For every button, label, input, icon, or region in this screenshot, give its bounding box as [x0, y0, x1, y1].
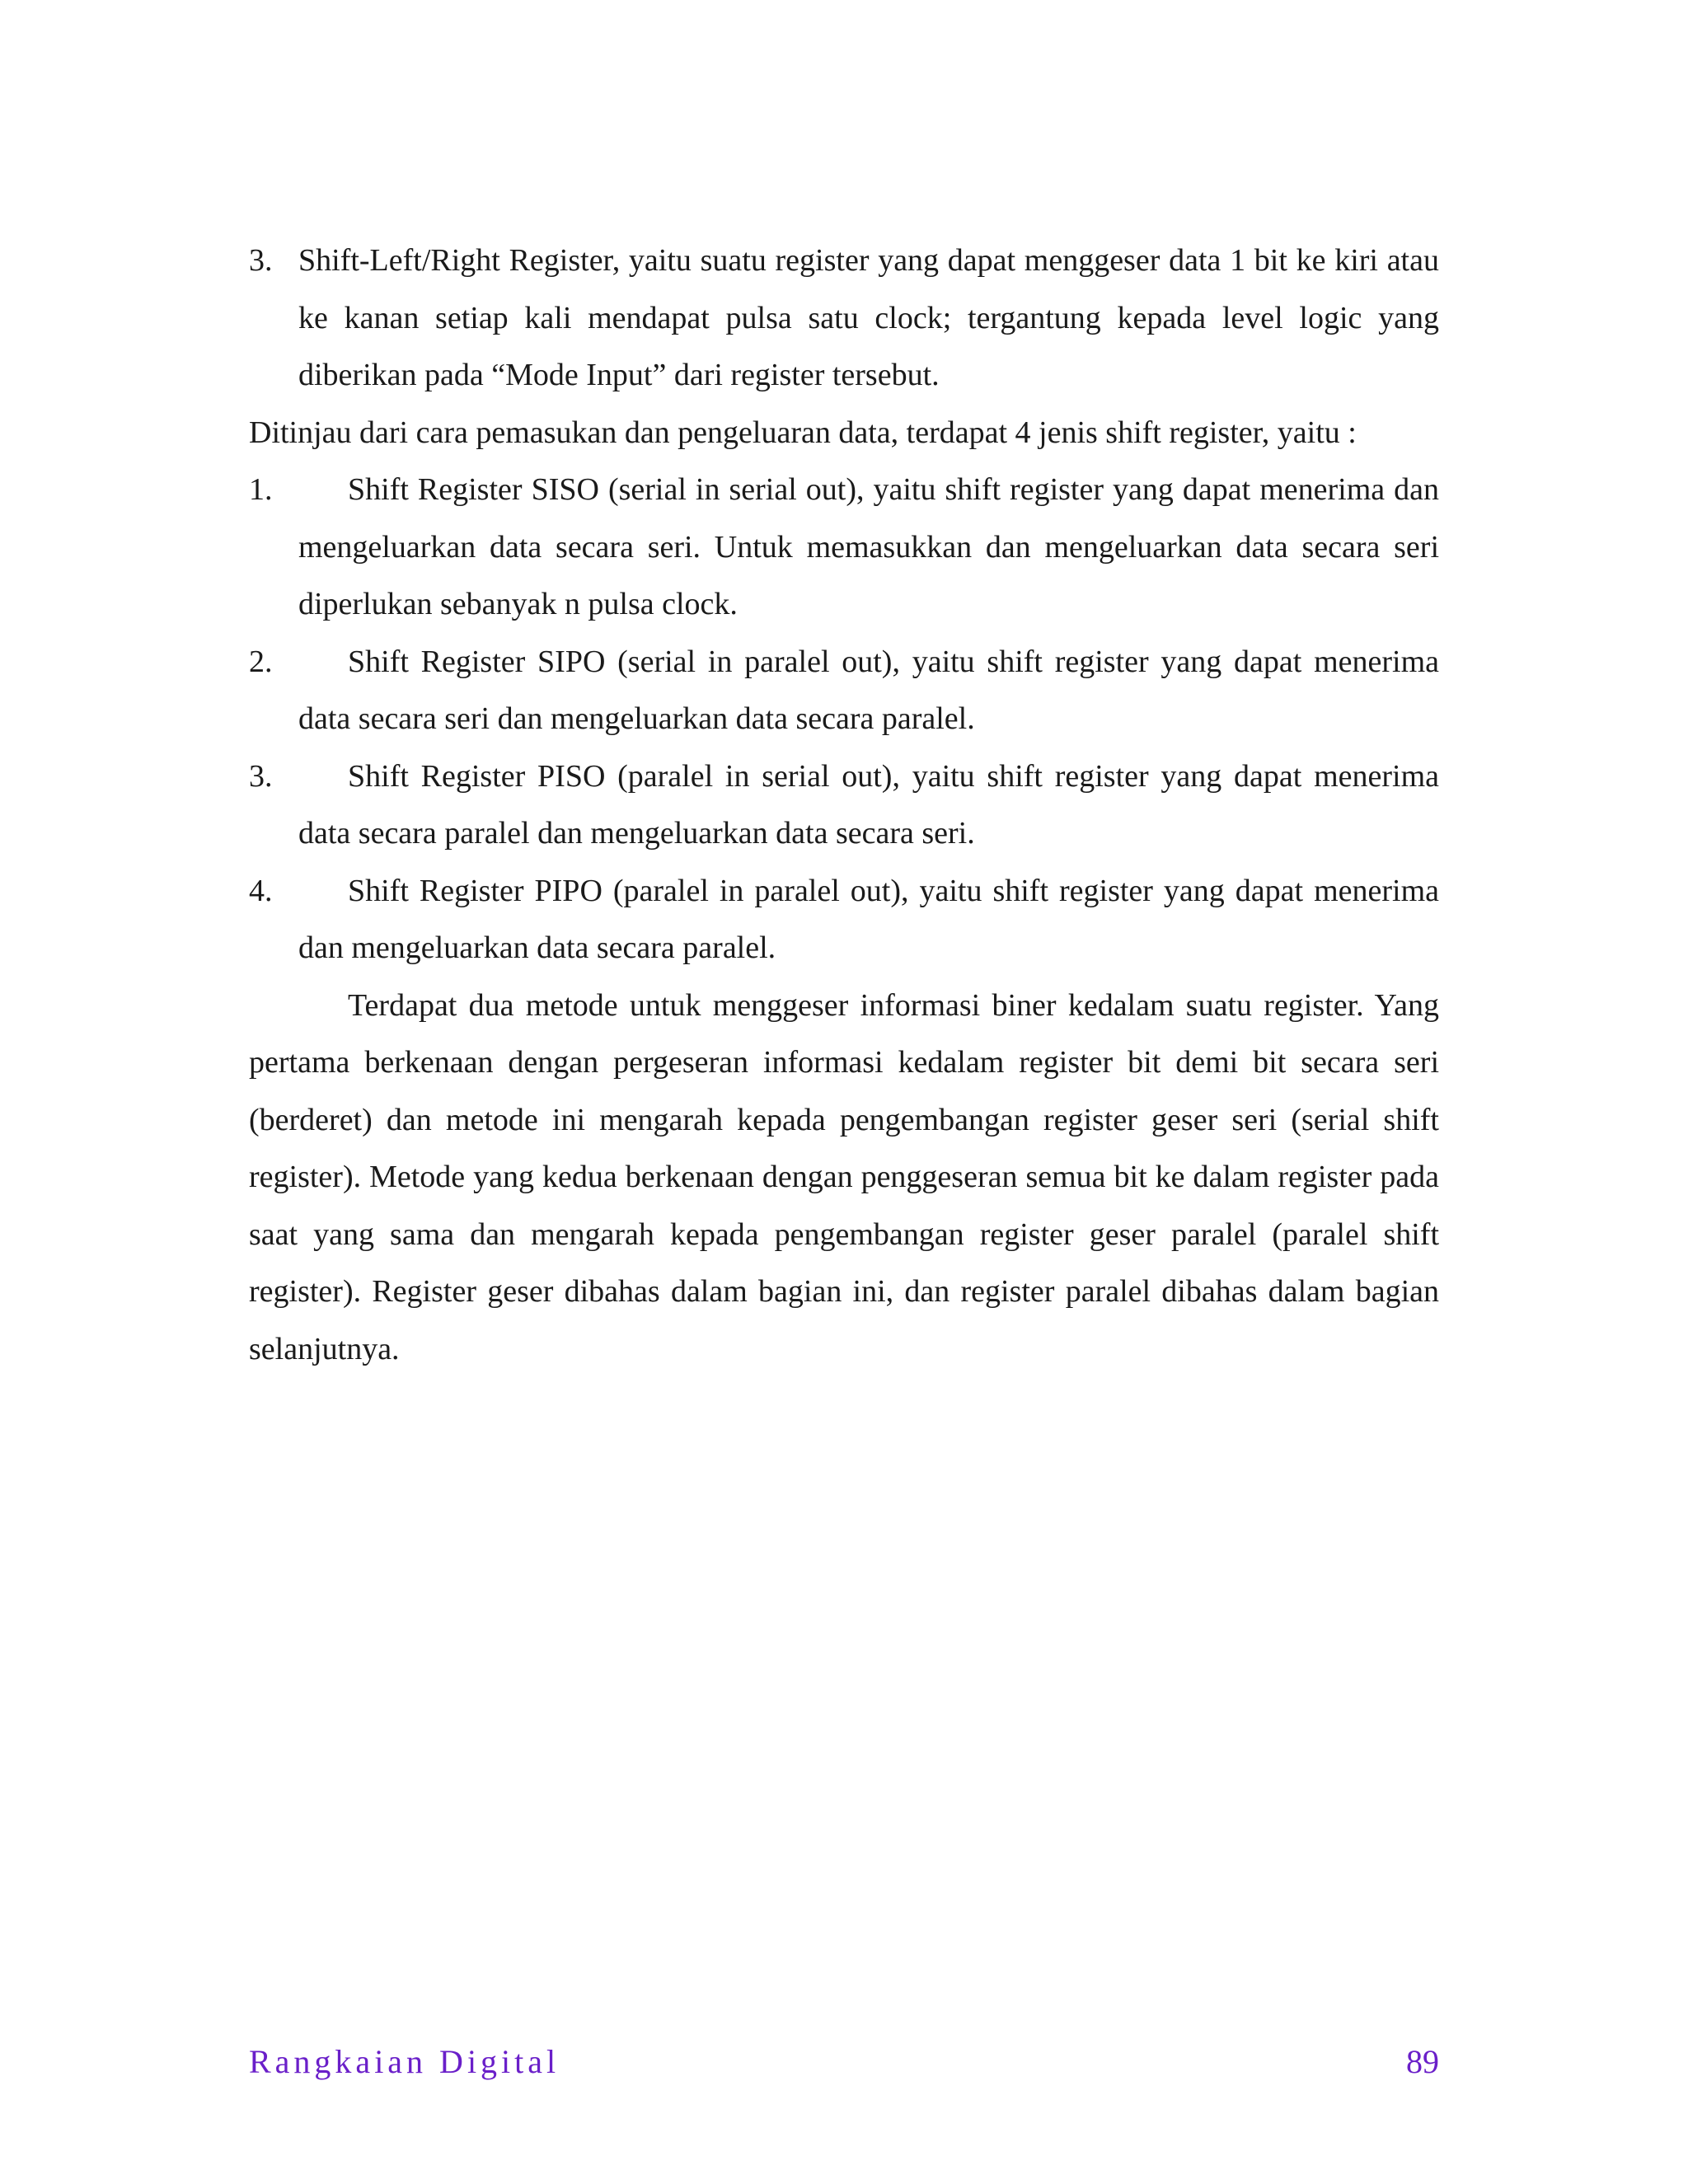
list-item-shift-left-right	[249, 232, 1439, 405]
list-item-text: Shift Register SIPO (serial in paralel out), yaitu shift register yang dapat menerima data secara seri dan mengeluarkan data secara paralel.	[298, 644, 1439, 736]
list-item-text: Shift Register PIPO (paralel in paralel out), yaitu shift register yang dapat menerima dan mengeluarkan data secara paralel.	[298, 873, 1439, 965]
intro-sentence: Ditinjau dari cara pemasukan dan pengeluaran data, terdapat 4 jenis shift register, yaitu :	[249, 415, 1357, 450]
list-number: 3.	[249, 243, 273, 278]
list-number: 1.	[249, 472, 273, 507]
body-paragraph: Terdapat dua metode untuk menggeser informasi biner kedalam suatu register. Yang pertama berkenaan dengan pergeseran informasi kedalam register bit demi bit secara seri (berderet) dan metode ini mengarah kepada pengembangan register geser seri (serial shift register). Metode yang kedua berkenaan dengan penggeseran semua bit ke dalam register pada saat yang sama dan mengarah kepada pengembangan register geser paralel (paralel shift register). Register geser dibahas dalam bagian ini, dan register paralel dibahas dalam bagian selanjutnya.	[249, 987, 1439, 1366]
list-item-text: Shift-Left/Right Register, yaitu suatu register yang dapat menggeser data 1 bit ke kiri atau ke kanan setiap kali mendapat pulsa satu clock; tergantung kepada level logic yang diberikan pada “Mode Input” dari register tersebut.	[298, 243, 1439, 392]
page-footer	[249, 2042, 1439, 2092]
list-item-siso	[249, 462, 1439, 634]
list-item-sipo	[249, 634, 1439, 748]
list-number: 3.	[249, 758, 273, 794]
list-number: 2.	[249, 644, 273, 679]
list-item-pipo	[249, 863, 1439, 977]
list-item-text: Shift Register PISO (paralel in serial out), yaitu shift register yang dapat menerima data secara paralel dan mengeluarkan data secara seri.	[298, 758, 1439, 851]
footer-book-title: Rangkaian Digital	[249, 2043, 560, 2080]
list-item-text: Shift Register SISO (serial in serial out), yaitu shift register yang dapat menerima dan mengeluarkan data secara seri. Untuk memasukkan dan mengeluarkan data secara seri diperlukan sebanyak n pulsa clock.	[298, 472, 1439, 621]
list-number: 4.	[249, 873, 273, 908]
list-item-piso	[249, 748, 1439, 863]
page-content	[249, 232, 1439, 1378]
page-number: 89	[1406, 2043, 1439, 2080]
